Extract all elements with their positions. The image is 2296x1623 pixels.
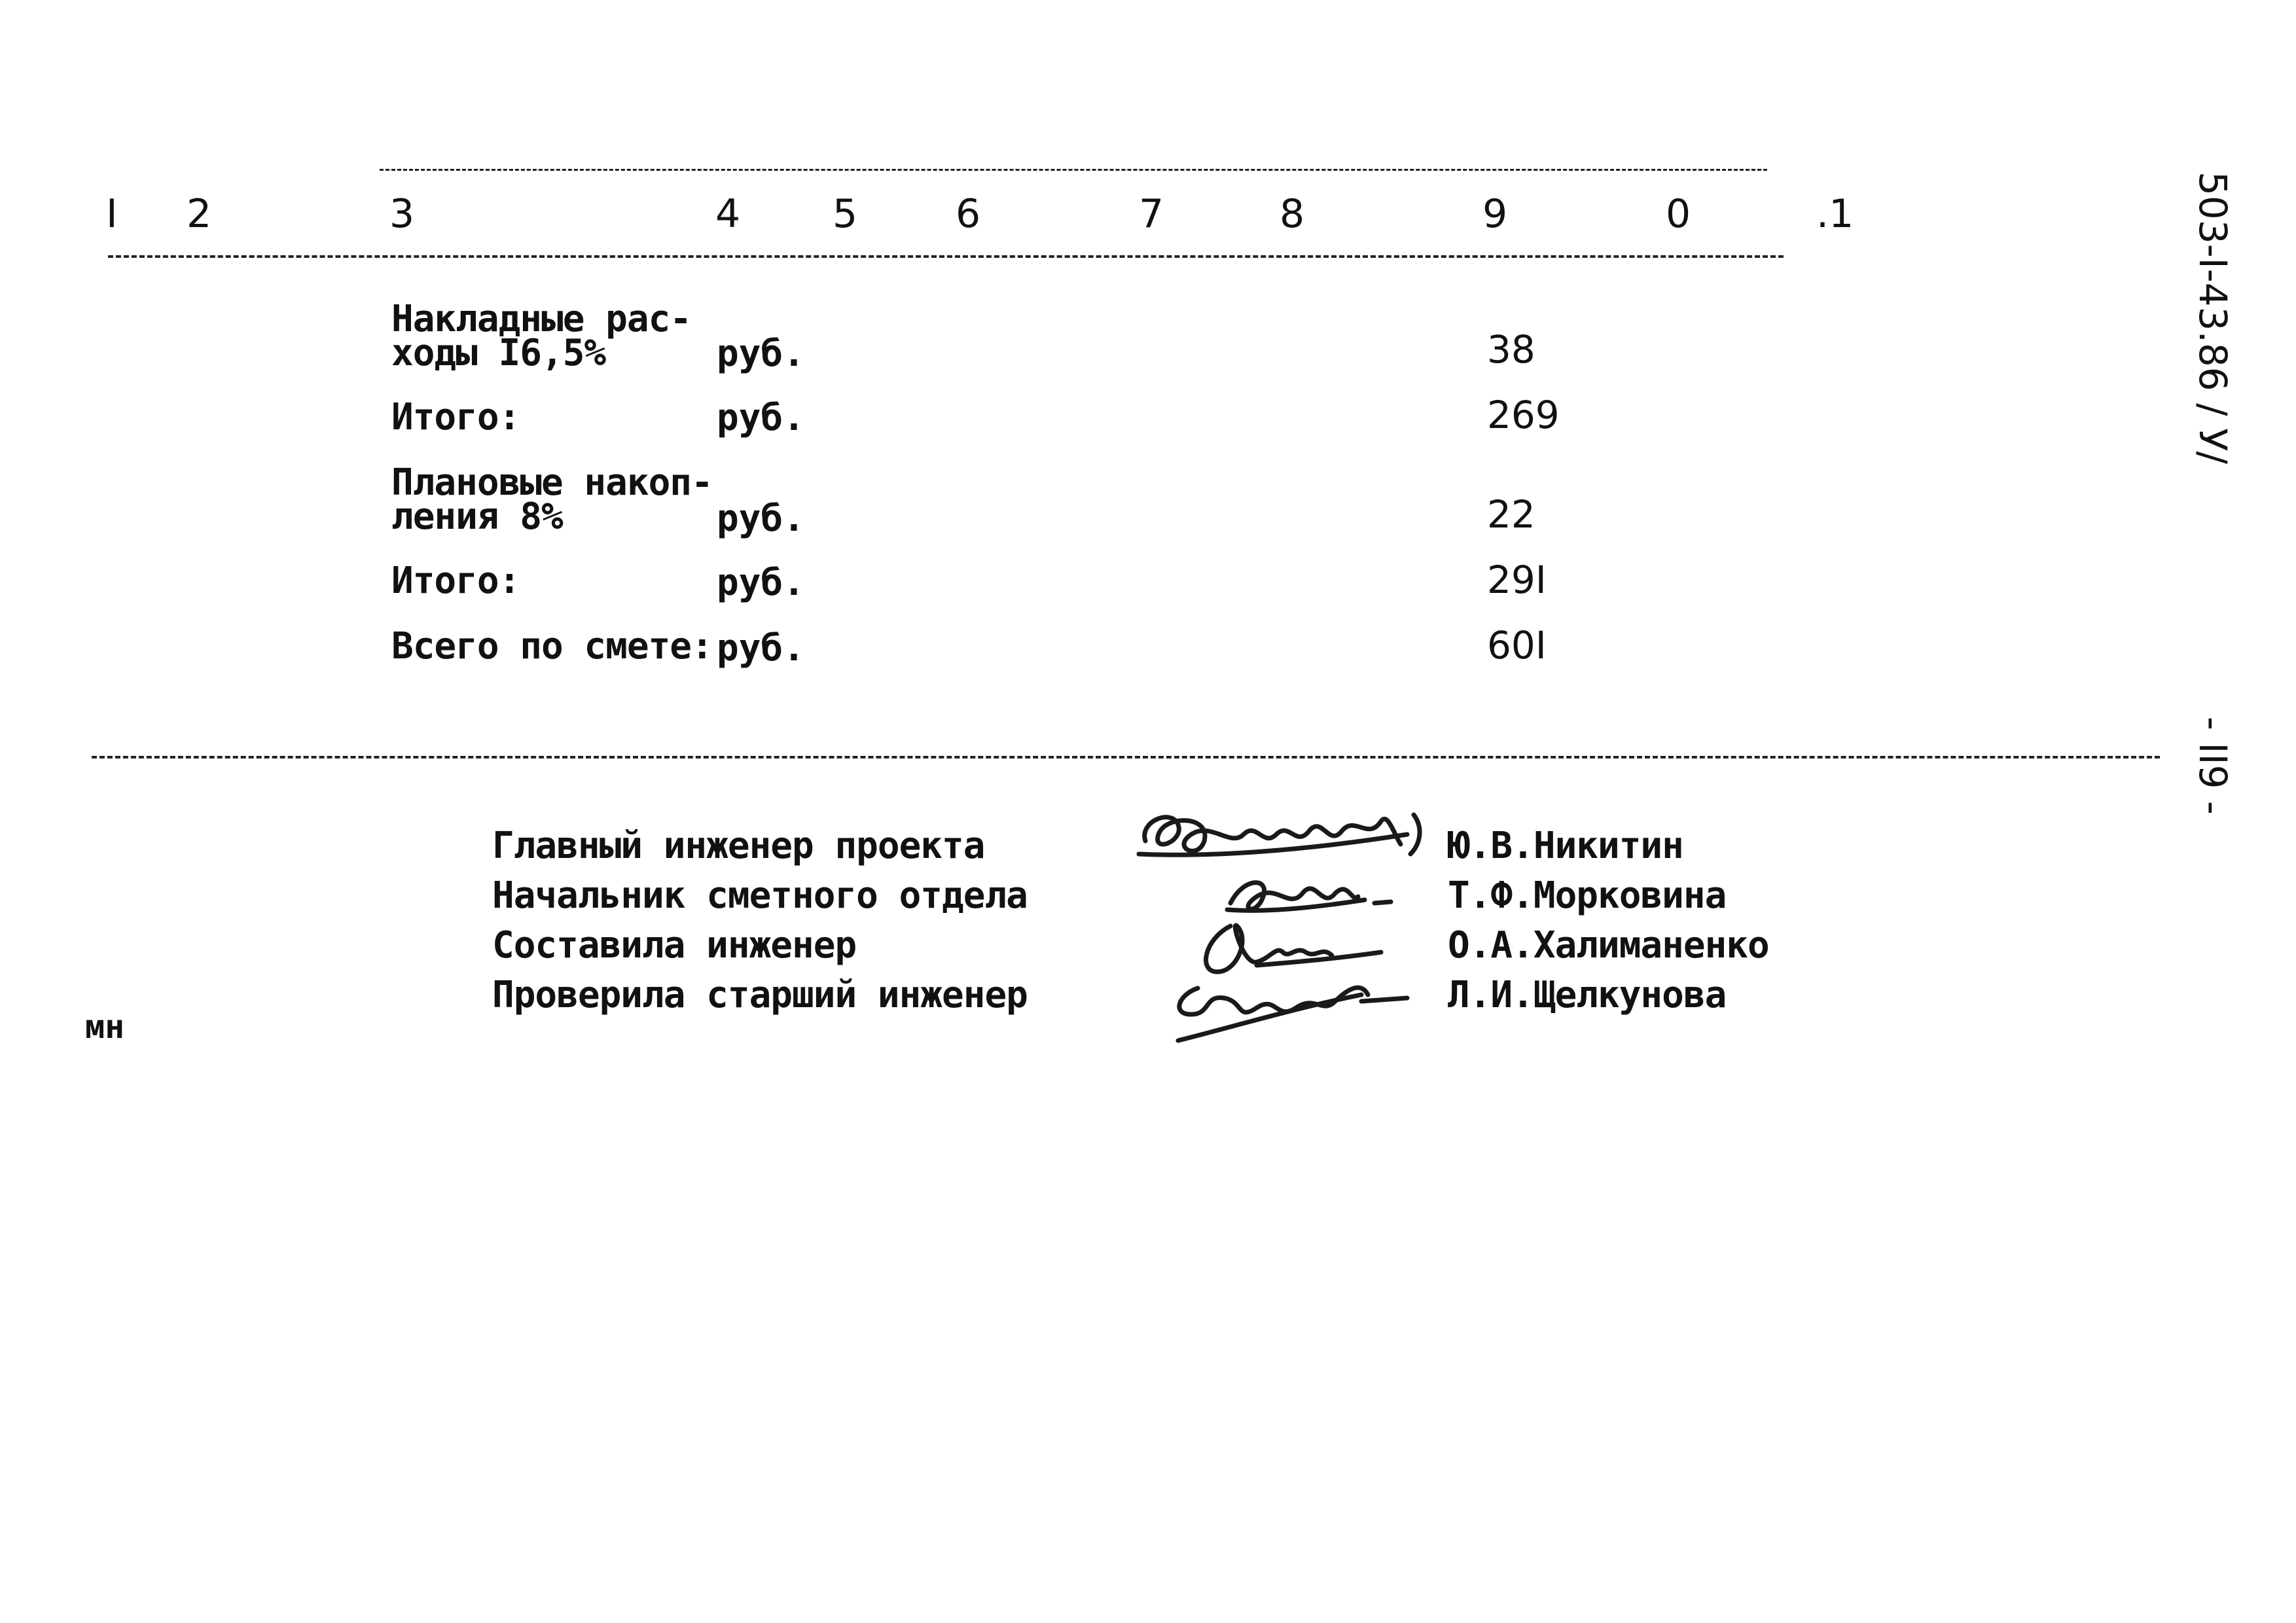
- col-header-5: 5: [833, 191, 858, 237]
- row-planned-label: [391, 461, 713, 538]
- col-header-3: 3: [389, 191, 415, 237]
- signer-2-name: Т.Ф.Морковина: [1448, 874, 1727, 917]
- row-overhead-unit: руб.: [717, 332, 805, 375]
- col-header-1: I: [106, 191, 118, 237]
- col-header-8: 8: [1280, 191, 1305, 237]
- row-total-label: Всего по смете:: [391, 625, 713, 668]
- signer-2-title: Начальник сметного отдела: [492, 874, 1028, 917]
- page-number: - II9 -: [2191, 717, 2235, 815]
- col-header-6: 6: [956, 191, 981, 237]
- row-overhead-label-line1: Накладные рас-: [391, 298, 692, 340]
- col-header-10: 0: [1666, 191, 1691, 237]
- row-overhead-label-line2: ходы I6,5%: [391, 332, 606, 374]
- signer-1-name: Ю.В.Никитин: [1448, 825, 1683, 867]
- row-subtotal1-unit: руб.: [717, 397, 805, 439]
- row-total-unit: руб.: [717, 627, 805, 669]
- signer-4-title: Проверила старший инженер: [492, 974, 1028, 1016]
- table-bottom-rule: [92, 756, 2160, 758]
- row-subtotal2-label: Итого:: [391, 560, 520, 602]
- initials-mark: мн: [85, 1008, 125, 1046]
- signer-3-name: О.А.Халиманенко: [1448, 924, 1769, 967]
- col-header-11: .1: [1816, 191, 1854, 237]
- signer-1-title: Главный инженер проекта: [492, 825, 985, 867]
- row-planned-unit: руб.: [717, 497, 805, 540]
- signature-4-mark: [1165, 969, 1414, 1047]
- row-subtotal2-unit: руб.: [717, 562, 805, 604]
- row-overhead-label: [391, 298, 692, 374]
- row-total-value: 60I: [1487, 623, 1547, 668]
- row-overhead-value: 38: [1487, 327, 1535, 372]
- col-header-2: 2: [187, 191, 212, 237]
- header-bottom-rule: [108, 255, 1784, 258]
- header-top-rule: [380, 169, 1767, 171]
- row-subtotal1-value: 269: [1487, 393, 1560, 437]
- row-planned-label-line1: Плановые накоп-: [391, 461, 713, 504]
- row-planned-label-line2: ления 8%: [391, 495, 563, 538]
- document-code: 503-I-43.86 / У/: [2191, 171, 2235, 465]
- col-header-9: 9: [1482, 191, 1508, 237]
- row-subtotal2-value: 29I: [1487, 558, 1547, 602]
- signer-3-title: Составила инженер: [492, 924, 857, 967]
- signer-4-name: Л.И.Щелкунова: [1448, 974, 1727, 1016]
- col-header-4: 4: [715, 191, 741, 237]
- row-subtotal1-label: Итого:: [391, 396, 520, 438]
- row-planned-value: 22: [1487, 492, 1535, 537]
- col-header-7: 7: [1139, 191, 1164, 237]
